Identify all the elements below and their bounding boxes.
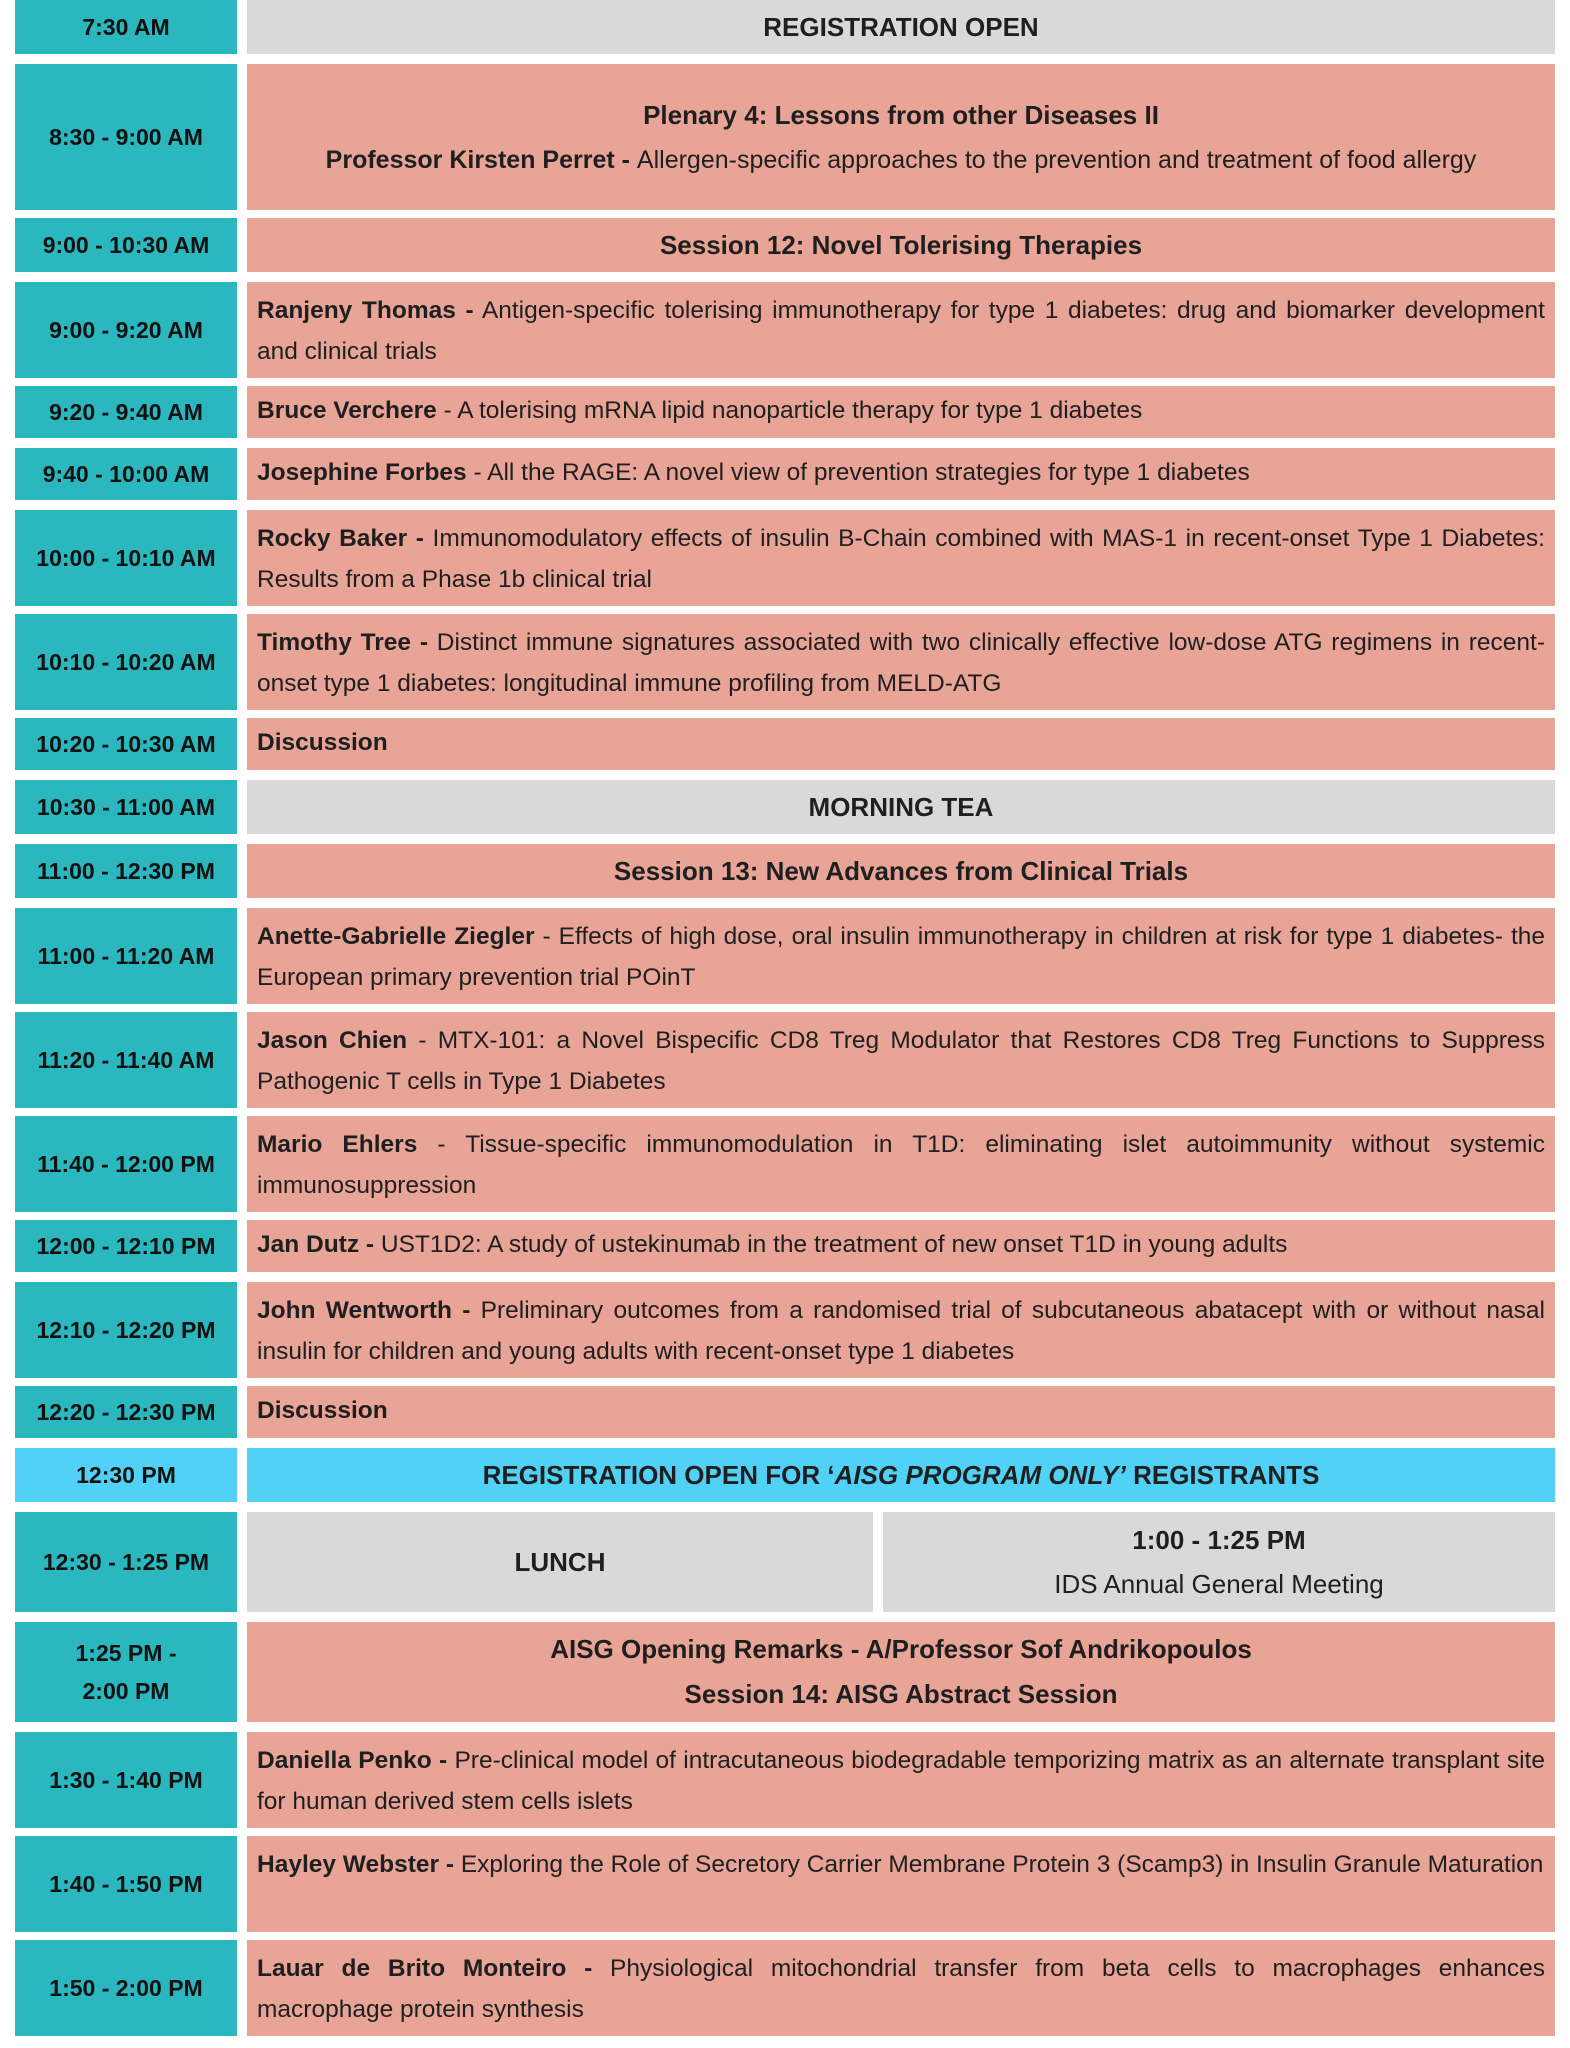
time-cell: 10:10 - 10:20 AM: [15, 614, 237, 710]
talk-entry: [247, 614, 1555, 710]
talk-entry: [247, 1220, 1555, 1272]
time-cell: 1:40 - 1:50 PM: [15, 1836, 237, 1932]
time-cell: 12:30 PM: [15, 1448, 237, 1502]
morning-tea-banner: MORNING TEA: [247, 780, 1555, 834]
session-title: Session 14: AISG Abstract Session: [684, 1679, 1118, 1709]
schedule-row-lunch: [15, 1512, 1555, 1612]
time-cell: 12:30 - 1:25 PM: [15, 1512, 237, 1612]
talk-entry: [247, 448, 1555, 500]
lunch-cell: LUNCH: [247, 1512, 873, 1612]
time-cell: 11:00 - 11:20 AM: [15, 908, 237, 1004]
talk-title: Preliminary outcomes from a randomised trial of subcutaneous abatacept with or without nasal insulin for children and young adults with recent-onset type 1 diabetes: [257, 1297, 1545, 1365]
time-cell: 9:00 - 10:30 AM: [15, 218, 237, 272]
schedule-row-session-header: [15, 844, 1555, 898]
aisg-opening-block: [247, 1622, 1555, 1722]
opening-remarks-title: AISG Opening Remarks - A/Professor Sof Andrikopoulos: [550, 1634, 1252, 1664]
schedule-row-break: [15, 780, 1555, 834]
talk-entry: [247, 1282, 1555, 1378]
speaker-name: Bruce Verchere: [257, 397, 437, 424]
time-cell: 9:20 - 9:40 AM: [15, 386, 237, 438]
schedule-row-talk: [15, 1732, 1555, 1828]
agm-cell: [883, 1512, 1555, 1612]
schedule-row-plenary: [15, 64, 1555, 210]
schedule-row-talk: [15, 1220, 1555, 1272]
banner-text-start: REGISTRATION OPEN FOR ‘: [482, 1459, 835, 1490]
time-cell: 11:20 - 11:40 AM: [15, 1012, 237, 1108]
banner-text-italic: AISG PROGRAM ONLY’: [834, 1459, 1126, 1490]
talk-entry: [247, 1732, 1555, 1828]
talk-title: - Effects of high dose, oral insulin immunotherapy in children at risk for type 1 diabetes- the European primary prevention trial POinT: [257, 923, 1546, 991]
schedule-row-discussion: [15, 718, 1555, 770]
speaker-name: Anette-Gabrielle Ziegler: [257, 923, 535, 950]
schedule-row-session-header: [15, 218, 1555, 272]
plenary-title: Plenary 4: Lessons from other Diseases II: [643, 99, 1159, 130]
talk-entry: [247, 1836, 1555, 1932]
speaker-name: Jan Dutz -: [257, 1231, 375, 1258]
schedule-row-talk: [15, 448, 1555, 500]
plenary-block: [247, 64, 1555, 210]
talk-title: Physiological mitochondrial transfer from beta cells to macrophages enhances macrophage protein synthesis: [257, 1955, 1545, 2023]
schedule-row-talk: [15, 1012, 1555, 1108]
talk-title: Exploring the Role of Secretory Carrier Membrane Protein 3 (Scamp3) in Insulin Granule Maturation: [460, 1851, 1544, 1878]
schedule-row-talk: [15, 908, 1555, 1004]
time-cell: 10:00 - 10:10 AM: [15, 510, 237, 606]
discussion-label: Discussion: [257, 729, 388, 756]
plenary-talk: [326, 138, 1477, 182]
time-cell: 12:10 - 12:20 PM: [15, 1282, 237, 1378]
agm-title: IDS Annual General Meeting: [1054, 1569, 1384, 1599]
discussion-entry: [247, 718, 1555, 770]
speaker-name: Josephine Forbes: [257, 459, 467, 486]
speaker-name: Lauar de Brito Monteiro -: [257, 1955, 593, 1982]
agm-time: 1:00 - 1:25 PM: [1132, 1525, 1306, 1555]
speaker-name: Mario Ehlers: [257, 1131, 418, 1158]
schedule-row-talk: [15, 614, 1555, 710]
session-title: Session 13: New Advances from Clinical Trials: [247, 844, 1555, 898]
time-cell: 12:00 - 12:10 PM: [15, 1220, 237, 1272]
talk-entry: [247, 1012, 1555, 1108]
schedule-row-talk: [15, 510, 1555, 606]
schedule-row-talk: [15, 282, 1555, 378]
session-title: Session 12: Novel Tolerising Therapies: [247, 218, 1555, 272]
time-cell: 1:50 - 2:00 PM: [15, 1940, 237, 2036]
discussion-label: Discussion: [257, 1397, 388, 1424]
talk-entry: [247, 386, 1555, 438]
time-cell: 10:20 - 10:30 AM: [15, 718, 237, 770]
talk-title: - All the RAGE: A novel view of prevention strategies for type 1 diabetes: [473, 459, 1250, 486]
time-line-2: 2:00 PM: [82, 1678, 170, 1704]
time-cell: 7:30 AM: [15, 0, 237, 54]
registration-banner: REGISTRATION OPEN: [247, 0, 1555, 54]
banner-text-end: REGISTRANTS: [1125, 1459, 1320, 1490]
discussion-entry: [247, 1386, 1555, 1438]
aisg-registration-banner: [247, 1448, 1555, 1502]
schedule-row-talk: [15, 386, 1555, 438]
schedule-row-registration: [15, 0, 1555, 54]
time-cell: [15, 1622, 237, 1722]
talk-title: - MTX-101: a Novel Bispecific CD8 Treg Modulator that Restores CD8 Treg Functions to Suppress Pathogenic T cells in Type 1 Diabetes: [257, 1027, 1545, 1095]
schedule-row-talk: [15, 1940, 1555, 2036]
speaker-name: Hayley Webster -: [257, 1851, 454, 1878]
time-line-1: 1:25 PM -: [75, 1640, 177, 1666]
speaker-name: Timothy Tree -: [257, 629, 428, 656]
speaker-name: Daniella Penko -: [257, 1747, 448, 1774]
schedule-row-aisg-opening: [15, 1622, 1555, 1722]
schedule-row-registration-aisg: [15, 1448, 1555, 1502]
talk-title: Antigen-specific tolerising immunotherapy for type 1 diabetes: drug and biomarker development and clinical trials: [257, 297, 1545, 365]
talk-entry: [247, 1940, 1555, 2036]
talk-entry: [247, 510, 1555, 606]
schedule-row-talk: [15, 1836, 1555, 1932]
time-cell: 1:30 - 1:40 PM: [15, 1732, 237, 1828]
talk-title: Distinct immune signatures associated with two clinically effective low-dose ATG regimens in recent-onset type 1 diabetes: longitudinal immune profiling from MELD-ATG: [257, 629, 1545, 697]
speaker-name: Ranjeny Thomas -: [257, 297, 474, 324]
speaker-name: John Wentworth -: [257, 1297, 471, 1324]
talk-title: Pre-clinical model of intracutaneous biodegradable temporizing matrix as an alternate transplant site for human derived stem cells islets: [257, 1747, 1545, 1815]
time-cell: 11:40 - 12:00 PM: [15, 1116, 237, 1212]
speaker-name: Jason Chien: [257, 1027, 408, 1054]
talk-title: Immunomodulatory effects of insulin B-Chain combined with MAS-1 in recent-onset Type 1 Diabetes: Results from a Phase 1b clinical trial: [257, 525, 1545, 593]
time-cell: 11:00 - 12:30 PM: [15, 844, 237, 898]
talk-title: Allergen-specific approaches to the prevention and treatment of food allergy: [636, 145, 1477, 174]
schedule-row-discussion: [15, 1386, 1555, 1438]
talk-title: - Tissue-specific immunomodulation in T1D: eliminating islet autoimmunity without systemic immunosuppression: [257, 1131, 1545, 1199]
time-cell: 10:30 - 11:00 AM: [15, 780, 237, 834]
speaker-name: Professor Kirsten Perret -: [325, 145, 630, 174]
time-cell: 9:40 - 10:00 AM: [15, 448, 237, 500]
speaker-name: Rocky Baker -: [257, 525, 424, 552]
talk-title: - A tolerising mRNA lipid nanoparticle therapy for type 1 diabetes: [443, 397, 1143, 424]
talk-entry: [247, 1116, 1555, 1212]
time-cell: 9:00 - 9:20 AM: [15, 282, 237, 378]
time-cell: 8:30 - 9:00 AM: [15, 64, 237, 210]
talk-title: UST1D2: A study of ustekinumab in the treatment of new onset T1D in young adults: [380, 1231, 1288, 1258]
schedule-row-talk: [15, 1116, 1555, 1212]
talk-entry: [247, 282, 1555, 378]
time-cell: 12:20 - 12:30 PM: [15, 1386, 237, 1438]
talk-entry: [247, 908, 1555, 1004]
schedule-row-talk: [15, 1282, 1555, 1378]
